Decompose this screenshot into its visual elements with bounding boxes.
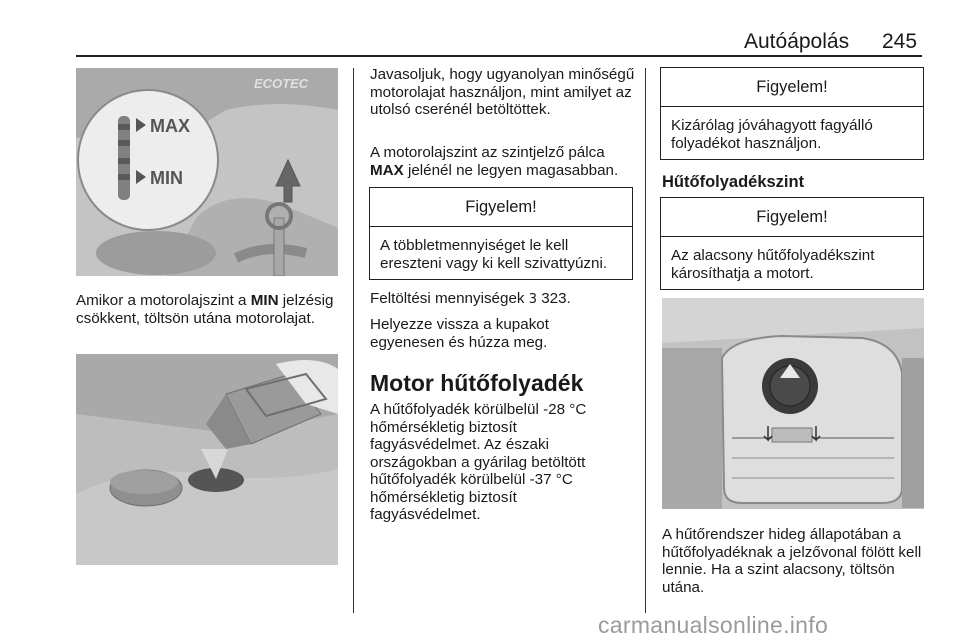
- warning-box-low-coolant: [660, 197, 924, 290]
- section-title-coolant: Motor hűtőfolyadék: [370, 370, 584, 396]
- watermark: carmanualsonline.info: [598, 612, 829, 638]
- dipstick-illustration: [76, 68, 338, 276]
- same-oil-paragraph: Javasoljuk, hogy ugyanolyan minőségű motorolajat használjon, mint amilyet az utolsó cserénél betöltöttek.: [370, 66, 635, 118]
- coolant-level-paragraph: A hűtőrendszer hideg állapotában a hűtőfolyadéknak a jelzővonal fölött kell lennie. Ha a szint alacsony, töltsön utána.: [662, 526, 922, 596]
- warning-body: Az alacsony hűtőfolyadékszint károsíthatja a motort.: [671, 247, 875, 282]
- replace-cap-paragraph: Helyezze vissza a kupakot egyenesen és húzza meg.: [370, 316, 549, 351]
- subsection-title-coolant-level: Hűtőfolyadékszint: [662, 173, 805, 191]
- oil-filling-illustration: [76, 354, 338, 565]
- warning-box-antifreeze: [660, 67, 924, 160]
- warning-title: Figyelem!: [370, 188, 632, 227]
- column-separator-1: [353, 68, 354, 613]
- coolant-protection-paragraph: A hűtőfolyadék körülbelül -28 °C hőmérsékletig biztosít fagyásvédelmet. Az északi országokban a gyárilag betöltött hűtőfolyadék körülbelül -37 °C hőmérsékletig biztosít fagyásvédelmet.: [370, 401, 587, 523]
- warning-title: Figyelem!: [661, 198, 923, 237]
- warning-title: Figyelem!: [661, 68, 923, 107]
- warning-box-excess-oil: [369, 187, 633, 280]
- dipstick-min-label: MIN: [150, 168, 183, 188]
- page-title: Autóápolás: [744, 30, 850, 53]
- dipstick-max-label: MAX: [150, 116, 190, 136]
- page-ref-arrow-icon: 3: [528, 292, 537, 307]
- coolant-reservoir-illustration: [662, 298, 924, 509]
- column-separator-2: [645, 68, 646, 613]
- header-rule: [76, 55, 922, 57]
- capacity-reference: Feltöltési mennyiségek 3 323.: [370, 290, 571, 307]
- engine-logo: ECOTEC: [254, 76, 309, 91]
- warning-body: Kizárólag jóváhagyott fagyálló folyadékot használjon.: [671, 117, 873, 152]
- max-level-paragraph: A motorolajszint az szintjelző pálca MAX jelénél ne legyen magasabban.: [370, 144, 619, 179]
- warning-body: A többletmennyiséget le kell ereszteni vagy ki kell szivattyúzni.: [380, 237, 608, 272]
- page-number: 245: [882, 30, 918, 53]
- oil-min-paragraph: Amikor a motorolajszint a MIN jelzésig csökkent, töltsön utána motorolajat.: [76, 292, 334, 327]
